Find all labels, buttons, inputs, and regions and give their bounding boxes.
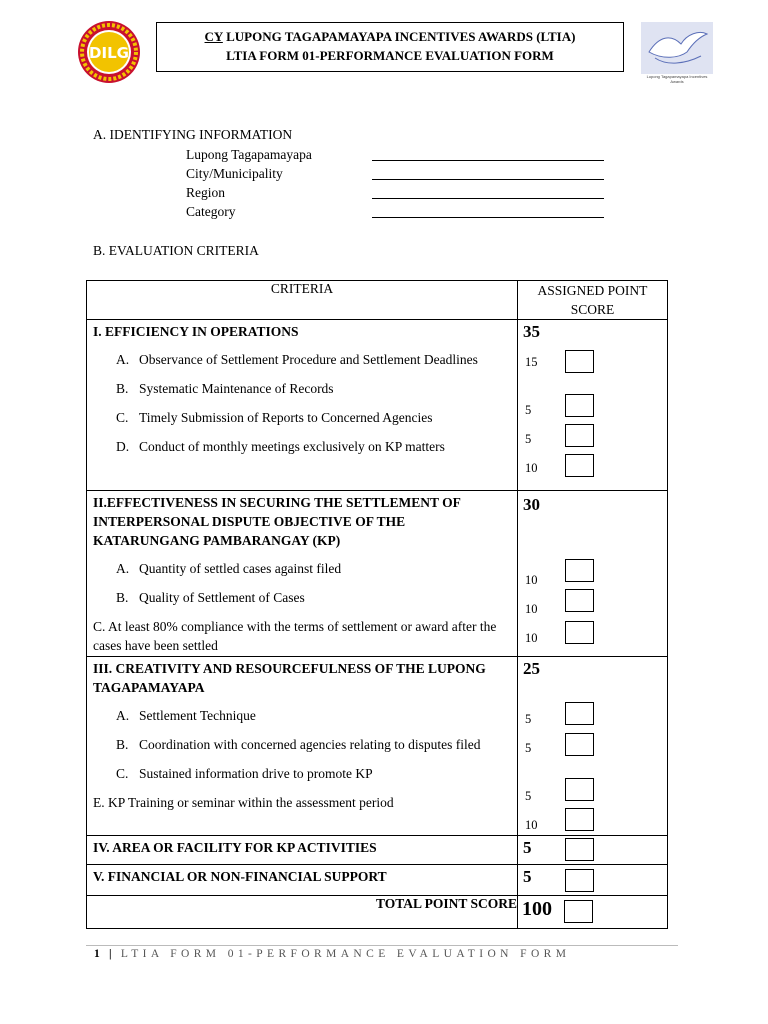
item-text: Conduct of monthly meetings exclusively on KP matters — [139, 439, 445, 454]
item-letter: B. — [116, 381, 129, 396]
item-text: Quantity of settled cases against filed — [139, 561, 342, 576]
table-header-row — [87, 281, 668, 320]
field-line-city[interactable] — [372, 179, 604, 180]
section-1-scores — [518, 320, 668, 491]
score-input-box[interactable] — [565, 778, 594, 801]
item-text: Sustained information drive to promote KP — [139, 766, 373, 781]
score-input-box[interactable] — [565, 733, 594, 756]
list-item — [87, 379, 517, 398]
score-input-box[interactable] — [565, 424, 594, 447]
total-score-cell — [518, 896, 668, 929]
list-item — [87, 706, 517, 725]
item-points: 10 — [525, 573, 538, 587]
field-line-lupong[interactable] — [372, 160, 604, 161]
item-text: Coordination with concerned agencies relating to disputes filed — [139, 737, 481, 752]
item-text: Settlement Technique — [139, 708, 256, 723]
item-letter: C. — [116, 766, 129, 781]
field-label-city: City/Municipality — [186, 166, 283, 181]
item-points: 5 — [525, 712, 532, 726]
score-input-box[interactable] — [565, 394, 594, 417]
title-line-1-text: LUPONG TAGAPAMAYAPA INCENTIVES AWARDS (LTIA) — [222, 29, 576, 44]
field-label-lupong: Lupong Tagapamayapa — [186, 147, 312, 162]
list-item — [87, 437, 517, 456]
list-item: C. At least 80% compliance with the terms of settlement or award after the cases have been settled — [93, 619, 497, 653]
score-input-box[interactable] — [565, 454, 594, 477]
list-item — [87, 735, 517, 754]
section-1-criteria — [87, 320, 518, 491]
section-1-row — [87, 320, 668, 491]
item-letter: C. — [116, 410, 129, 425]
section-4-title: IV. AREA OR FACILITY FOR KP ACTIVITIES — [93, 840, 377, 855]
section-4-criteria — [87, 836, 518, 865]
section-a-title: A. IDENTIFYING INFORMATION — [93, 127, 293, 142]
section-2-row — [87, 491, 668, 657]
score-header-line-2: SCORE — [570, 302, 615, 317]
section-1-points: 35 — [523, 322, 540, 341]
total-value: 100 — [522, 898, 552, 920]
score-input-box[interactable] — [565, 869, 594, 892]
section-4-row — [87, 836, 668, 865]
item-letter: A. — [116, 561, 130, 576]
field-label-region: Region — [186, 185, 225, 200]
section-2-criteria — [87, 491, 518, 657]
item-points: 10 — [525, 818, 538, 832]
score-input-box[interactable] — [565, 350, 594, 373]
form-title-box — [156, 22, 624, 72]
field-line-category[interactable] — [372, 217, 604, 218]
logo-left-text: DILG — [89, 44, 129, 62]
title-line-1 — [157, 27, 623, 46]
total-label: TOTAL POINT SCORE — [87, 896, 518, 929]
list-item — [87, 559, 517, 578]
item-points: 5 — [525, 741, 532, 755]
item-text: Observance of Settlement Procedure and Settlement Deadlines — [139, 352, 478, 367]
list-item: E. KP Training or seminar within the assessment period — [93, 795, 394, 810]
section-5-scores — [518, 865, 668, 896]
item-letter: B. — [116, 737, 129, 752]
score-input-box[interactable] — [565, 838, 594, 861]
field-label-category: Category — [186, 204, 236, 219]
criteria-header: CRITERIA — [87, 281, 518, 320]
section-2-title: II.EFFECTIVENESS IN SECURING THE SETTLEMENT OF INTERPERSONAL DISPUTE OBJECTIVE OF THE KATARUNGANG PAMBARANGAY (KP) — [93, 495, 461, 548]
field-line-region[interactable] — [372, 198, 604, 199]
section-b-title: B. EVALUATION CRITERIA — [93, 243, 259, 258]
item-points: 10 — [525, 602, 538, 616]
section-3-points: 25 — [523, 659, 540, 678]
score-input-box[interactable] — [565, 621, 594, 644]
logo-right-caption: Lupong Tagapamayapa Incentives Awards — [646, 74, 708, 84]
footer-separator: | — [109, 948, 114, 960]
item-letter: D. — [116, 439, 130, 454]
section-3-scores — [518, 657, 668, 836]
section-5-points: 5 — [523, 867, 532, 886]
title-prefix: CY — [204, 29, 223, 44]
score-header — [518, 281, 668, 320]
item-points: 5 — [525, 403, 532, 417]
item-text: Quality of Settlement of Cases — [139, 590, 305, 605]
section-3-row — [87, 657, 668, 836]
item-letter: A. — [116, 708, 130, 723]
item-letter: B. — [116, 590, 129, 605]
list-item — [87, 408, 517, 427]
item-points: 15 — [525, 355, 538, 369]
footer-text: LTIA FORM 01-PERFORMANCE EVALUATION FORM — [120, 948, 571, 960]
item-points: 10 — [525, 631, 538, 645]
section-1-title: I. EFFICIENCY IN OPERATIONS — [93, 324, 299, 339]
score-input-box[interactable] — [565, 559, 594, 582]
ltia-dove-logo — [641, 22, 713, 74]
item-letter: A. — [116, 352, 130, 367]
total-row — [87, 896, 668, 929]
item-text: Timely Submission of Reports to Concerned Agencies — [139, 410, 433, 425]
total-score-input-box[interactable] — [564, 900, 593, 923]
page-footer — [94, 948, 570, 960]
evaluation-criteria-table — [86, 280, 668, 929]
item-points: 5 — [525, 789, 532, 803]
section-4-points: 5 — [523, 838, 532, 857]
score-input-box[interactable] — [565, 589, 594, 612]
list-item — [87, 350, 517, 369]
list-item — [87, 588, 517, 607]
section-3-title: III. CREATIVITY AND RESOURCEFULNESS OF THE LUPONG TAGAPAMAYAPA — [93, 661, 486, 695]
score-input-box[interactable] — [565, 808, 594, 831]
item-text: Systematic Maintenance of Records — [139, 381, 334, 396]
item-points: 5 — [525, 432, 532, 446]
section-2-scores — [518, 491, 668, 657]
list-item — [87, 764, 517, 783]
score-header-line-1: ASSIGNED POINT — [537, 283, 648, 298]
section-5-criteria — [87, 865, 518, 896]
section-3-criteria — [87, 657, 518, 836]
section-5-title: V. FINANCIAL OR NON-FINANCIAL SUPPORT — [93, 869, 387, 884]
section-4-scores — [518, 836, 668, 865]
section-2-points: 30 — [523, 495, 540, 514]
dilg-seal-logo — [77, 20, 141, 84]
footer-divider — [86, 945, 678, 946]
score-input-box[interactable] — [565, 702, 594, 725]
item-points: 10 — [525, 461, 538, 475]
page-number: 1 — [94, 948, 102, 960]
title-line-2: LTIA FORM 01-PERFORMANCE EVALUATION FORM — [226, 48, 554, 63]
section-5-row — [87, 865, 668, 896]
